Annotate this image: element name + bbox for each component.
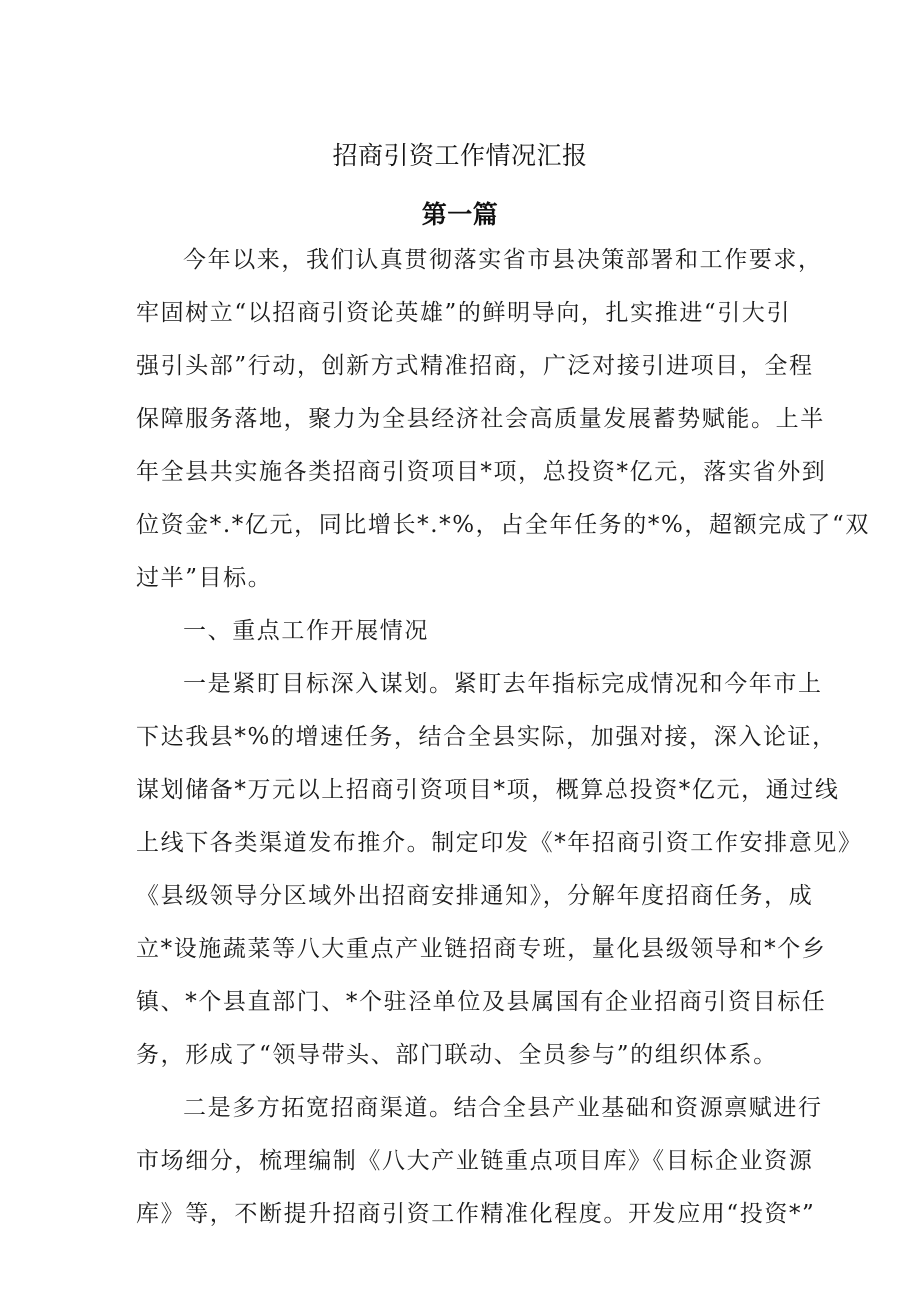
document-title: 招商引资工作情况汇报 <box>332 141 588 170</box>
paragraph-line: 位资金*.*亿元，同比增长*.*%，占全年任务的*%，超额完成了“双 <box>136 512 870 538</box>
paragraph-line: 《县级领导分区域外出招商安排通知》，分解年度招商任务，成 <box>136 883 814 909</box>
section-heading: 一、重点工作开展情况 <box>183 618 429 644</box>
paragraph-line: 库》等，不断提升招商引资工作精准化程度。开发应用“投资*” <box>136 1201 816 1227</box>
paragraph-line: 保障服务落地，聚力为全县经济社会高质量发展蓄势赋能。上半 <box>136 406 825 432</box>
paragraph-line: 立*设施蔬菜等八大重点产业链招商专班，量化县级领导和*个乡 <box>136 936 827 962</box>
paragraph-line: 过半”目标。 <box>136 565 273 591</box>
paragraph-line: 强引头部”行动，创新方式精准招商，广泛对接引进项目，全程 <box>136 353 814 379</box>
paragraph-line: 一是紧盯目标深入谋划。紧盯去年指标完成情况和今年市上 <box>183 671 823 697</box>
paragraph-line: 上线下各类渠道发布推介。制定印发《*年招商引资工作安排意见》 <box>136 830 863 856</box>
paragraph-line: 谋划储备*万元以上招商引资项目*项，概算总投资*亿元，通过线 <box>136 777 840 803</box>
paragraph-line: 今年以来，我们认真贯彻落实省市县决策部署和工作要求， <box>183 247 823 273</box>
paragraph-line: 牢固树立“以招商引资论英雄”的鲜明导向，扎实推进“引大引 <box>136 300 792 326</box>
paragraph-line: 年全县共实施各类招商引资项目*项，总投资*亿元，落实省外到 <box>136 459 827 485</box>
paragraph-line: 下达我县*%的增速任务，结合全县实际，加强对接，深入论证， <box>136 724 837 750</box>
paragraph-line: 镇、*个县直部门、*个驻泾单位及县属国有企业招商引资目标任 <box>136 989 827 1015</box>
paragraph-line: 二是多方拓宽招商渠道。结合全县产业基础和资源禀赋进行 <box>183 1095 823 1121</box>
document-subtitle: 第一篇 <box>421 200 499 229</box>
paragraph-line: 市场细分，梳理编制《八大产业链重点项目库》《目标企业资源 <box>136 1148 814 1174</box>
paragraph-line: 务，形成了“领导带头、部门联动、全员参与”的组织体系。 <box>136 1042 778 1068</box>
